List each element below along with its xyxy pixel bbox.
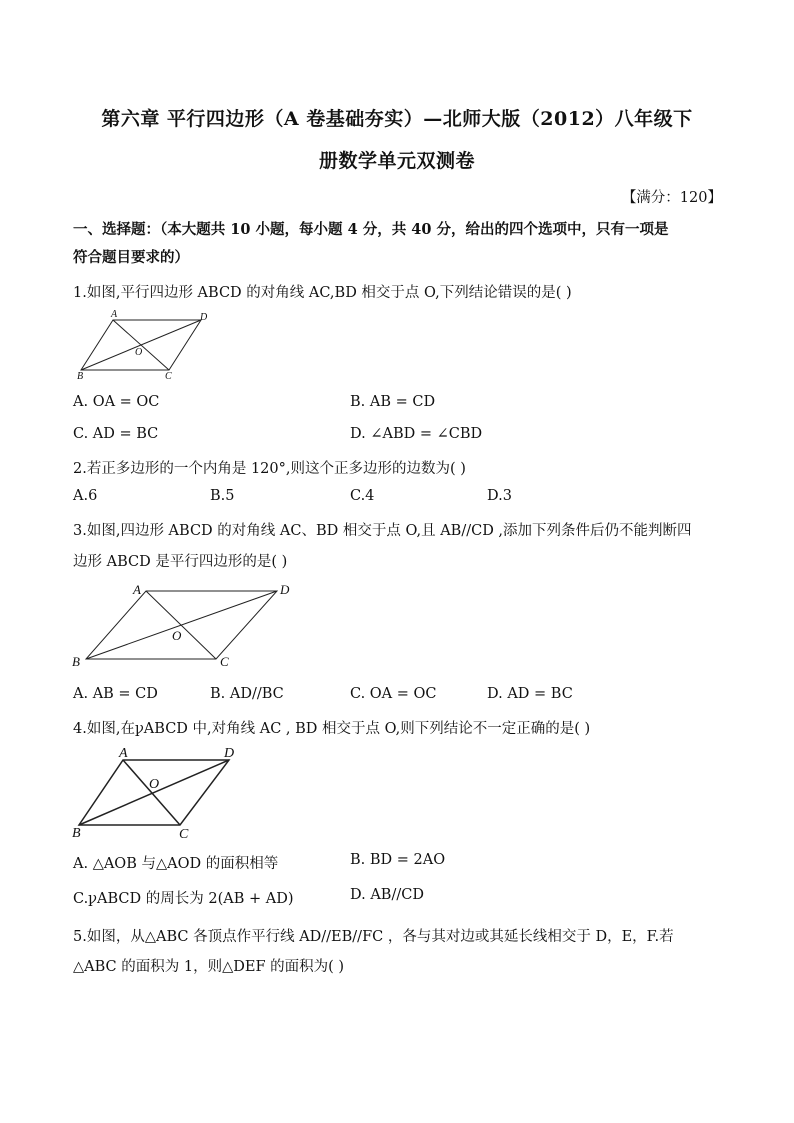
q1-option-d: D. ∠ABD = ∠CBD [350,426,483,442]
full-score-label: 【满分：120】 [621,190,722,206]
q3-stem-line2: 边形 ABCD 是平行四边形的是( ) [73,554,288,570]
q2-option-d: D.3 [487,488,512,504]
q3-option-a: A. AB = CD [73,686,158,702]
q2-option-b: B.5 [210,488,235,504]
q2-stem: 2.若正多边形的一个内角是 120°,则这个正多边形的边数为( ) [73,461,466,477]
q3-label-o: O [172,628,182,643]
q1-label-d: D [200,312,208,323]
q4-option-d: D. AB//CD [350,887,424,903]
q3-label-c: C [220,654,229,669]
q4-diagonal-ac [123,760,180,825]
q4-stem: 4.如图,在ꝩABCD 中,对角线 AC , BD 相交于点 O,则下列结论不一定正确的是( ) [73,721,591,737]
q1-option-a: A. OA = OC [73,394,160,410]
q1-stem: 1.如图,平行四边形 ABCD 的对角线 AC,BD 相交于点 O,下列结论错误的是( ) [73,285,572,301]
page-title-line2: 册数学单元双测卷 [318,150,475,172]
q1-label-c: C [165,371,172,382]
q4-option-a: A. △AOB 与△AOD 的面积相等 [73,856,279,872]
q3-label-a: A [133,582,141,597]
q5-stem-line1: 5.如图，从△ABC 各顶点作平行线 AD//EB//FC ，各与其对边或其延长线相交于 D，E，F.若 [73,929,674,945]
section-heading-line2: 符合题目要求的） [73,249,189,266]
q3-label-b: B [72,654,80,669]
q4-label-d: D [224,746,235,761]
q4-label-o: O [149,777,160,792]
q2-option-a: A.6 [73,488,98,504]
q1-option-b: B. AB = CD [350,394,436,410]
q4-option-b: B. BD = 2AO [350,852,446,868]
q1-option-c: C. AD = BC [73,426,159,442]
q4-label-a: A [119,746,128,761]
q3-option-b: B. AD//BC [210,686,284,702]
q1-label-b: B [77,371,84,382]
q1-label-o: O [135,347,143,358]
q3-option-c: C. OA = OC [350,686,437,702]
q4-label-b: B [72,826,81,841]
q4-label-c: C [179,827,189,842]
page-title-line1: 第六章 平行四边形（A 卷基础夯实）—北师大版（2012）八年级下 [101,108,693,130]
q3-label-d: D [280,582,290,597]
section-heading-line1: 一、选择题：（本大题共 10 小题，每小题 4 分，共 40 分，给出的四个选项中，只有一项是 [73,221,669,238]
q1-label-a: A [111,309,118,320]
q2-option-c: C.4 [350,488,375,504]
q4-option-c: C.ꝩABCD 的周长为 2(AB + AD) [73,891,294,907]
q5-stem-line2: △ABC 的面积为 1，则△DEF 的面积为( ) [73,959,345,975]
q3-option-d: D. AD = BC [487,686,573,702]
q3-stem-line1: 3.如图,四边形 ABCD 的对角线 AC、BD 相交于点 O,且 AB//CD ,添加下列条件后仍不能判断四 [73,523,692,539]
